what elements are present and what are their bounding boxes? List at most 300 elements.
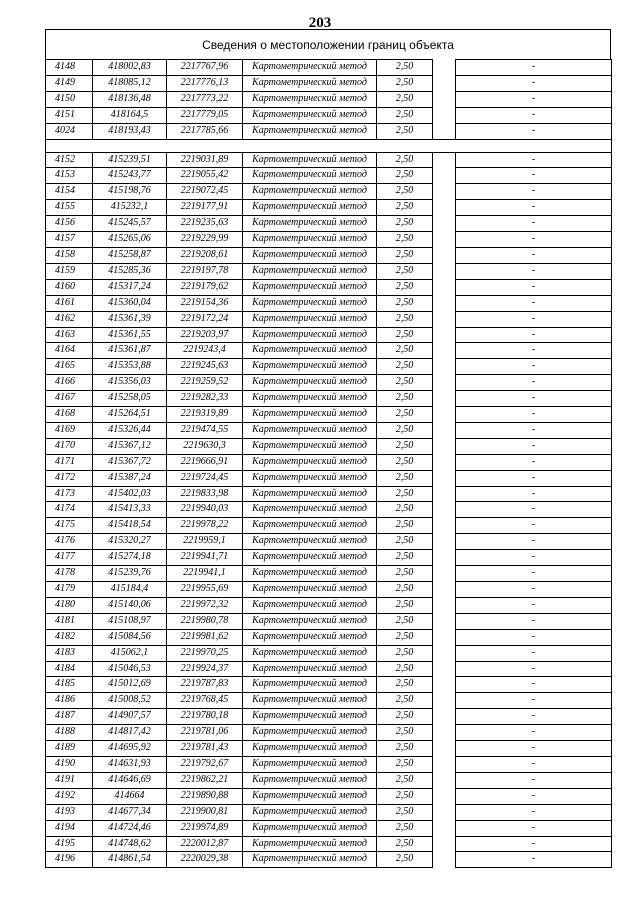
method-cell: Картометрический метод [243, 852, 377, 868]
accuracy-cell: 2,50 [377, 438, 433, 454]
y-coordinate-cell: 2219724,45 [167, 470, 243, 486]
y-coordinate-cell: 2219630,3 [167, 438, 243, 454]
x-coordinate-cell: 415356,03 [93, 375, 167, 391]
x-coordinate-cell: 415140,06 [93, 597, 167, 613]
method-cell: Картометрический метод [243, 788, 377, 804]
description-cell: - [456, 232, 612, 248]
accuracy-cell: 2,50 [377, 502, 433, 518]
empty-cell [433, 677, 456, 693]
description-cell: - [456, 518, 612, 534]
table-row [46, 168, 612, 184]
x-coordinate-cell: 415320,27 [93, 534, 167, 550]
point-number-cell: 4196 [46, 852, 93, 868]
method-cell: Картометрический метод [243, 645, 377, 661]
description-cell: - [456, 677, 612, 693]
method-cell: Картометрический метод [243, 391, 377, 407]
method-cell: Картометрический метод [243, 772, 377, 788]
x-coordinate-cell: 415243,77 [93, 168, 167, 184]
accuracy-cell: 2,50 [377, 359, 433, 375]
method-cell: Картометрический метод [243, 123, 377, 139]
y-coordinate-cell: 2219172,24 [167, 311, 243, 327]
y-coordinate-cell: 2219235,63 [167, 216, 243, 232]
method-cell: Картометрический метод [243, 168, 377, 184]
table-heading: Сведения о местоположении границ объекта [45, 29, 611, 59]
point-number-cell: 4187 [46, 709, 93, 725]
accuracy-cell: 2,50 [377, 629, 433, 645]
table-row [46, 232, 612, 248]
method-cell: Картометрический метод [243, 470, 377, 486]
method-cell: Картометрический метод [243, 232, 377, 248]
empty-cell [433, 184, 456, 200]
point-number-cell: 4191 [46, 772, 93, 788]
accuracy-cell: 2,50 [377, 152, 433, 168]
method-cell: Картометрический метод [243, 550, 377, 566]
point-number-cell: 4188 [46, 725, 93, 741]
point-number-cell: 4182 [46, 629, 93, 645]
y-coordinate-cell: 2217776,13 [167, 75, 243, 91]
point-number-cell: 4153 [46, 168, 93, 184]
method-cell: Картометрический метод [243, 502, 377, 518]
empty-cell [433, 645, 456, 661]
y-coordinate-cell: 2220029,38 [167, 852, 243, 868]
point-number-cell: 4194 [46, 820, 93, 836]
x-coordinate-cell: 414677,34 [93, 804, 167, 820]
point-number-cell: 4150 [46, 91, 93, 107]
empty-cell [433, 391, 456, 407]
description-cell: - [456, 311, 612, 327]
table-row [46, 343, 612, 359]
description-cell: - [456, 60, 612, 76]
point-number-cell: 4190 [46, 756, 93, 772]
empty-cell [433, 247, 456, 263]
method-cell: Картометрический метод [243, 200, 377, 216]
method-cell: Картометрический метод [243, 629, 377, 645]
y-coordinate-cell: 2219072,45 [167, 184, 243, 200]
description-cell: - [456, 343, 612, 359]
description-cell: - [456, 75, 612, 91]
table-row [46, 247, 612, 263]
method-cell: Картометрический метод [243, 836, 377, 852]
y-coordinate-cell: 2219208,61 [167, 247, 243, 263]
point-number-cell: 4162 [46, 311, 93, 327]
empty-cell [433, 216, 456, 232]
table-row [46, 772, 612, 788]
point-number-cell: 4166 [46, 375, 93, 391]
table-row [46, 470, 612, 486]
group-separator-row [46, 139, 612, 152]
empty-cell [433, 375, 456, 391]
accuracy-cell: 2,50 [377, 216, 433, 232]
empty-cell [433, 820, 456, 836]
y-coordinate-cell: 2219055,42 [167, 168, 243, 184]
boundary-sheet [45, 29, 611, 868]
point-number-cell: 4175 [46, 518, 93, 534]
point-number-cell: 4163 [46, 327, 93, 343]
description-cell: - [456, 788, 612, 804]
x-coordinate-cell: 418085,12 [93, 75, 167, 91]
point-number-cell: 4171 [46, 454, 93, 470]
table-row [46, 741, 612, 757]
accuracy-cell: 2,50 [377, 756, 433, 772]
accuracy-cell: 2,50 [377, 91, 433, 107]
description-cell: - [456, 454, 612, 470]
description-cell: - [456, 582, 612, 598]
table-row [46, 518, 612, 534]
point-number-cell: 4168 [46, 407, 93, 423]
x-coordinate-cell: 415418,54 [93, 518, 167, 534]
empty-cell [433, 311, 456, 327]
method-cell: Картометрический метод [243, 804, 377, 820]
x-coordinate-cell: 415084,56 [93, 629, 167, 645]
y-coordinate-cell: 2219780,18 [167, 709, 243, 725]
method-cell: Картометрический метод [243, 60, 377, 76]
x-coordinate-cell: 415239,51 [93, 152, 167, 168]
x-coordinate-cell: 414631,93 [93, 756, 167, 772]
y-coordinate-cell: 2219154,36 [167, 295, 243, 311]
accuracy-cell: 2,50 [377, 123, 433, 139]
y-coordinate-cell: 2219980,78 [167, 613, 243, 629]
x-coordinate-cell: 415198,76 [93, 184, 167, 200]
table-row [46, 123, 612, 139]
x-coordinate-cell: 415184,4 [93, 582, 167, 598]
description-cell: - [456, 327, 612, 343]
description-cell: - [456, 645, 612, 661]
description-cell: - [456, 597, 612, 613]
point-number-cell: 4165 [46, 359, 93, 375]
point-number-cell: 4164 [46, 343, 93, 359]
table-row [46, 438, 612, 454]
description-cell: - [456, 216, 612, 232]
accuracy-cell: 2,50 [377, 582, 433, 598]
method-cell: Картометрический метод [243, 582, 377, 598]
y-coordinate-cell: 2219245,63 [167, 359, 243, 375]
y-coordinate-cell: 2219974,89 [167, 820, 243, 836]
x-coordinate-cell: 415062,1 [93, 645, 167, 661]
accuracy-cell: 2,50 [377, 613, 433, 629]
point-number-cell: 4148 [46, 60, 93, 76]
description-cell: - [456, 772, 612, 788]
point-number-cell: 4149 [46, 75, 93, 91]
accuracy-cell: 2,50 [377, 772, 433, 788]
method-cell: Картометрический метод [243, 216, 377, 232]
x-coordinate-cell: 415317,24 [93, 279, 167, 295]
empty-cell [433, 693, 456, 709]
point-number-cell: 4151 [46, 107, 93, 123]
table-row [46, 295, 612, 311]
accuracy-cell: 2,50 [377, 693, 433, 709]
empty-cell [433, 75, 456, 91]
table-row [46, 375, 612, 391]
x-coordinate-cell: 415285,36 [93, 263, 167, 279]
empty-cell [433, 279, 456, 295]
y-coordinate-cell: 2219792,67 [167, 756, 243, 772]
accuracy-cell: 2,50 [377, 788, 433, 804]
page-number: 203 [308, 15, 332, 31]
point-number-cell: 4183 [46, 645, 93, 661]
empty-cell [433, 661, 456, 677]
point-number-cell: 4159 [46, 263, 93, 279]
empty-cell [433, 534, 456, 550]
point-number-cell: 4157 [46, 232, 93, 248]
x-coordinate-cell: 415353,88 [93, 359, 167, 375]
method-cell: Картометрический метод [243, 438, 377, 454]
accuracy-cell: 2,50 [377, 75, 433, 91]
y-coordinate-cell: 2219031,89 [167, 152, 243, 168]
accuracy-cell: 2,50 [377, 836, 433, 852]
point-number-cell: 4181 [46, 613, 93, 629]
accuracy-cell: 2,50 [377, 407, 433, 423]
point-number-cell: 4024 [46, 123, 93, 139]
accuracy-cell: 2,50 [377, 375, 433, 391]
x-coordinate-cell: 415360,04 [93, 295, 167, 311]
table-row [46, 391, 612, 407]
method-cell: Картометрический метод [243, 661, 377, 677]
method-cell: Картометрический метод [243, 327, 377, 343]
y-coordinate-cell: 2219282,33 [167, 391, 243, 407]
point-number-cell: 4170 [46, 438, 93, 454]
empty-cell [433, 60, 456, 76]
description-cell: - [456, 375, 612, 391]
y-coordinate-cell: 2219259,52 [167, 375, 243, 391]
table-row [46, 852, 612, 868]
description-cell: - [456, 184, 612, 200]
description-cell: - [456, 804, 612, 820]
description-cell: - [456, 391, 612, 407]
point-number-cell: 4186 [46, 693, 93, 709]
method-cell: Картометрический метод [243, 454, 377, 470]
x-coordinate-cell: 415012,69 [93, 677, 167, 693]
point-number-cell: 4173 [46, 486, 93, 502]
y-coordinate-cell: 2219243,4 [167, 343, 243, 359]
accuracy-cell: 2,50 [377, 422, 433, 438]
method-cell: Картометрический метод [243, 359, 377, 375]
method-cell: Картометрический метод [243, 279, 377, 295]
description-cell: - [456, 566, 612, 582]
table-row [46, 359, 612, 375]
empty-cell [433, 454, 456, 470]
empty-cell [433, 836, 456, 852]
y-coordinate-cell: 2219666,91 [167, 454, 243, 470]
description-cell: - [456, 263, 612, 279]
x-coordinate-cell: 414748,62 [93, 836, 167, 852]
method-cell: Картометрический метод [243, 295, 377, 311]
method-cell: Картометрический метод [243, 91, 377, 107]
x-coordinate-cell: 418136,48 [93, 91, 167, 107]
empty-cell [433, 470, 456, 486]
empty-cell [433, 502, 456, 518]
x-coordinate-cell: 415361,87 [93, 343, 167, 359]
point-number-cell: 4152 [46, 152, 93, 168]
x-coordinate-cell: 414646,69 [93, 772, 167, 788]
x-coordinate-cell: 415413,33 [93, 502, 167, 518]
method-cell: Картометрический метод [243, 518, 377, 534]
table-row [46, 550, 612, 566]
description-cell: - [456, 359, 612, 375]
accuracy-cell: 2,50 [377, 200, 433, 216]
point-number-cell: 4177 [46, 550, 93, 566]
accuracy-cell: 2,50 [377, 725, 433, 741]
y-coordinate-cell: 2219319,89 [167, 407, 243, 423]
empty-cell [433, 582, 456, 598]
description-cell: - [456, 168, 612, 184]
empty-cell [433, 629, 456, 645]
method-cell: Картометрический метод [243, 677, 377, 693]
method-cell: Картометрический метод [243, 407, 377, 423]
table-row [46, 677, 612, 693]
y-coordinate-cell: 2219179,62 [167, 279, 243, 295]
empty-cell [433, 123, 456, 139]
description-cell: - [456, 486, 612, 502]
description-cell: - [456, 820, 612, 836]
method-cell: Картометрический метод [243, 375, 377, 391]
x-coordinate-cell: 415367,12 [93, 438, 167, 454]
table-row [46, 725, 612, 741]
point-number-cell: 4155 [46, 200, 93, 216]
point-number-cell: 4158 [46, 247, 93, 263]
description-cell: - [456, 741, 612, 757]
method-cell: Картометрический метод [243, 263, 377, 279]
table-row [46, 107, 612, 123]
description-cell: - [456, 725, 612, 741]
y-coordinate-cell: 2219941,1 [167, 566, 243, 582]
table-row [46, 534, 612, 550]
accuracy-cell: 2,50 [377, 741, 433, 757]
accuracy-cell: 2,50 [377, 168, 433, 184]
table-row [46, 91, 612, 107]
y-coordinate-cell: 2219768,45 [167, 693, 243, 709]
method-cell: Картометрический метод [243, 534, 377, 550]
accuracy-cell: 2,50 [377, 597, 433, 613]
point-number-cell: 4192 [46, 788, 93, 804]
y-coordinate-cell: 2219940,03 [167, 502, 243, 518]
table-row [46, 502, 612, 518]
x-coordinate-cell: 415367,72 [93, 454, 167, 470]
empty-cell [433, 772, 456, 788]
table-row [46, 279, 612, 295]
description-cell: - [456, 123, 612, 139]
point-number-cell: 4169 [46, 422, 93, 438]
y-coordinate-cell: 2219978,22 [167, 518, 243, 534]
description-cell: - [456, 836, 612, 852]
x-coordinate-cell: 415245,57 [93, 216, 167, 232]
accuracy-cell: 2,50 [377, 311, 433, 327]
method-cell: Картометрический метод [243, 756, 377, 772]
empty-cell [433, 613, 456, 629]
empty-cell [433, 168, 456, 184]
table-row [46, 693, 612, 709]
accuracy-cell: 2,50 [377, 279, 433, 295]
y-coordinate-cell: 2219972,32 [167, 597, 243, 613]
description-cell: - [456, 852, 612, 868]
y-coordinate-cell: 2219924,37 [167, 661, 243, 677]
table-row [46, 645, 612, 661]
x-coordinate-cell: 418193,43 [93, 123, 167, 139]
description-cell: - [456, 107, 612, 123]
method-cell: Картометрический метод [243, 422, 377, 438]
empty-cell [433, 407, 456, 423]
empty-cell [433, 486, 456, 502]
method-cell: Картометрический метод [243, 597, 377, 613]
description-cell: - [456, 470, 612, 486]
point-number-cell: 4180 [46, 597, 93, 613]
method-cell: Картометрический метод [243, 725, 377, 741]
table-row [46, 661, 612, 677]
y-coordinate-cell: 2219787,83 [167, 677, 243, 693]
empty-cell [433, 788, 456, 804]
table-row [46, 184, 612, 200]
y-coordinate-cell: 2219474,55 [167, 422, 243, 438]
table-row [46, 836, 612, 852]
description-cell: - [456, 200, 612, 216]
x-coordinate-cell: 415402,03 [93, 486, 167, 502]
x-coordinate-cell: 415008,52 [93, 693, 167, 709]
empty-cell [433, 107, 456, 123]
accuracy-cell: 2,50 [377, 263, 433, 279]
x-coordinate-cell: 415108,97 [93, 613, 167, 629]
method-cell: Картометрический метод [243, 613, 377, 629]
description-cell: - [456, 534, 612, 550]
x-coordinate-cell: 415326,44 [93, 422, 167, 438]
description-cell: - [456, 613, 612, 629]
table-row [46, 629, 612, 645]
method-cell: Картометрический метод [243, 343, 377, 359]
accuracy-cell: 2,50 [377, 820, 433, 836]
y-coordinate-cell: 2219970,25 [167, 645, 243, 661]
table-row [46, 75, 612, 91]
empty-cell [433, 343, 456, 359]
x-coordinate-cell: 414724,46 [93, 820, 167, 836]
y-coordinate-cell: 2219833,98 [167, 486, 243, 502]
y-coordinate-cell: 2219781,06 [167, 725, 243, 741]
method-cell: Картометрический метод [243, 107, 377, 123]
empty-cell [433, 725, 456, 741]
empty-cell [433, 152, 456, 168]
method-cell: Картометрический метод [243, 184, 377, 200]
y-coordinate-cell: 2217779,05 [167, 107, 243, 123]
empty-cell [433, 597, 456, 613]
accuracy-cell: 2,50 [377, 232, 433, 248]
method-cell: Картометрический метод [243, 311, 377, 327]
accuracy-cell: 2,50 [377, 247, 433, 263]
method-cell: Картометрический метод [243, 75, 377, 91]
empty-cell [433, 709, 456, 725]
y-coordinate-cell: 2219781,43 [167, 741, 243, 757]
description-cell: - [456, 629, 612, 645]
table-row [46, 263, 612, 279]
point-number-cell: 4172 [46, 470, 93, 486]
accuracy-cell: 2,50 [377, 184, 433, 200]
accuracy-cell: 2,50 [377, 852, 433, 868]
x-coordinate-cell: 415232,1 [93, 200, 167, 216]
empty-cell [433, 232, 456, 248]
table-row [46, 311, 612, 327]
x-coordinate-cell: 415239,76 [93, 566, 167, 582]
empty-cell [433, 200, 456, 216]
description-cell: - [456, 661, 612, 677]
accuracy-cell: 2,50 [377, 566, 433, 582]
empty-cell [433, 566, 456, 582]
point-number-cell: 4185 [46, 677, 93, 693]
table-row [46, 422, 612, 438]
y-coordinate-cell: 2220012,87 [167, 836, 243, 852]
point-number-cell: 4176 [46, 534, 93, 550]
x-coordinate-cell: 415361,39 [93, 311, 167, 327]
y-coordinate-cell: 2219959,1 [167, 534, 243, 550]
method-cell: Картометрический метод [243, 709, 377, 725]
description-cell: - [456, 279, 612, 295]
x-coordinate-cell: 415258,87 [93, 247, 167, 263]
point-number-cell: 4160 [46, 279, 93, 295]
